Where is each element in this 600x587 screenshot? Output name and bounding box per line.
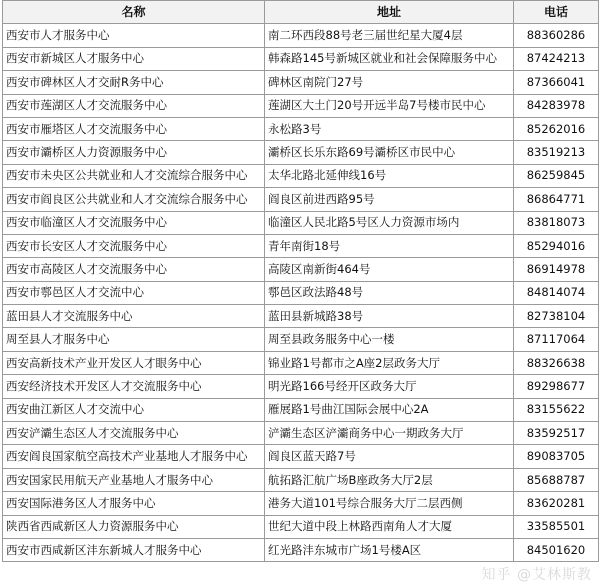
table-row xyxy=(3,234,599,257)
cell-name: 陕西省西咸新区人力资源服务中心 xyxy=(3,515,265,538)
cell-address: 韩森路145号新城区就业和社会保障服务中心 xyxy=(265,47,514,70)
cell-phone: 84283978 xyxy=(514,94,599,117)
header-name: 名称 xyxy=(3,1,265,24)
cell-name: 蓝田县人才交流服务中心 xyxy=(3,305,265,328)
table-row xyxy=(3,422,599,445)
cell-address: 航拓路汇航广场B座政务大厅2层 xyxy=(265,468,514,491)
cell-phone: 84814074 xyxy=(514,281,599,304)
cell-name: 西安市阎良区公共就业和人才交流综合服务中心 xyxy=(3,188,265,211)
header-address: 地址 xyxy=(265,1,514,24)
service-center-table xyxy=(2,0,599,562)
cell-address: 世纪大道中段上林路西南角人才大厦 xyxy=(265,515,514,538)
cell-address: 灞桥区长乐东路69号灞桥区市民中心 xyxy=(265,141,514,164)
cell-phone: 87424213 xyxy=(514,47,599,70)
cell-phone: 83592517 xyxy=(514,422,599,445)
cell-name: 西安市灞桥区人力资源服务中心 xyxy=(3,141,265,164)
cell-name: 西安市西咸新区沣东新城人才服务中心 xyxy=(3,538,265,561)
cell-phone: 84501620 xyxy=(514,538,599,561)
cell-address: 莲湖区大土门20号开远半岛7号楼市民中心 xyxy=(265,94,514,117)
table-row xyxy=(3,47,599,70)
cell-address: 红光路沣东城市广场1号楼A区 xyxy=(265,538,514,561)
cell-name: 西安经济技术开发区人才交流服务中心 xyxy=(3,375,265,398)
cell-address: 明光路166号经开区政务大厅 xyxy=(265,375,514,398)
cell-name: 西安阎良国家航空高技术产业基地人才服务中心 xyxy=(3,445,265,468)
table-row xyxy=(3,328,599,351)
cell-name: 西安市长安区人才交流服务中心 xyxy=(3,234,265,257)
cell-address: 港务大道101号综合服务大厅二层西侧 xyxy=(265,492,514,515)
cell-address: 周至县政务服务中心一楼 xyxy=(265,328,514,351)
cell-name: 西安市新城区人才服务中心 xyxy=(3,47,265,70)
table-row xyxy=(3,375,599,398)
cell-phone: 83818073 xyxy=(514,211,599,234)
cell-phone: 86259845 xyxy=(514,164,599,187)
cell-phone: 85262016 xyxy=(514,117,599,140)
cell-phone: 82738104 xyxy=(514,305,599,328)
table-row xyxy=(3,515,599,538)
table-header-row xyxy=(3,1,599,24)
table-row xyxy=(3,351,599,374)
table-row xyxy=(3,211,599,234)
cell-phone: 33585501 xyxy=(514,515,599,538)
table-row xyxy=(3,94,599,117)
cell-address: 永松路3号 xyxy=(265,117,514,140)
table-row xyxy=(3,164,599,187)
cell-phone: 86914978 xyxy=(514,258,599,281)
table-body xyxy=(3,24,599,562)
cell-name: 西安国际港务区人才服务中心 xyxy=(3,492,265,515)
cell-name: 西安市临潼区人才交流服务中心 xyxy=(3,211,265,234)
cell-name: 周至县人才服务中心 xyxy=(3,328,265,351)
cell-address: 南二环西段88号老三届世纪星大厦4层 xyxy=(265,24,514,47)
cell-name: 西安曲江新区人才交流中心 xyxy=(3,398,265,421)
header-phone: 电话 xyxy=(514,1,599,24)
table-row xyxy=(3,24,599,47)
cell-phone: 83519213 xyxy=(514,141,599,164)
cell-phone: 85688787 xyxy=(514,468,599,491)
cell-name: 西安市高陵区人才交流服务中心 xyxy=(3,258,265,281)
table-row xyxy=(3,71,599,94)
cell-name: 西安市未央区公共就业和人才交流综合服务中心 xyxy=(3,164,265,187)
table-row xyxy=(3,305,599,328)
cell-address: 雁展路1号曲江国际会展中心2A xyxy=(265,398,514,421)
table-row xyxy=(3,258,599,281)
cell-name: 西安高新技术产业开发区人才眼务中心 xyxy=(3,351,265,374)
cell-address: 高陵区南新街464号 xyxy=(265,258,514,281)
table-row xyxy=(3,538,599,561)
cell-address: 浐灞生态区浐灞商务中心一期政务大厅 xyxy=(265,422,514,445)
table-row xyxy=(3,398,599,421)
cell-name: 西安浐灞生态区人才交流服务中心 xyxy=(3,422,265,445)
cell-phone: 88326638 xyxy=(514,351,599,374)
table-row xyxy=(3,445,599,468)
cell-phone: 83620281 xyxy=(514,492,599,515)
cell-address: 鄠邑区政法路48号 xyxy=(265,281,514,304)
cell-phone: 88360286 xyxy=(514,24,599,47)
cell-address: 阎良区蓝天路7号 xyxy=(265,445,514,468)
cell-name: 西安市鄠邑区人才交流中心 xyxy=(3,281,265,304)
watermark: 知乎 @艾林斯教 xyxy=(481,567,592,583)
cell-address: 临潼区人民北路5号区人力资源市场内 xyxy=(265,211,514,234)
cell-address: 碑林区南院门27号 xyxy=(265,71,514,94)
cell-phone: 86864771 xyxy=(514,188,599,211)
cell-address: 阎良区前进西路95号 xyxy=(265,188,514,211)
cell-name: 西安国家民用航天产业基地人才服务中心 xyxy=(3,468,265,491)
cell-name: 西安市莲湖区人才交流服务中心 xyxy=(3,94,265,117)
cell-name: 西安市碑林区人才交耐R务中心 xyxy=(3,71,265,94)
cell-phone: 89083705 xyxy=(514,445,599,468)
cell-phone: 87117064 xyxy=(514,328,599,351)
table-row xyxy=(3,141,599,164)
cell-name: 西安市人才服务中心 xyxy=(3,24,265,47)
cell-phone: 85294016 xyxy=(514,234,599,257)
table-row xyxy=(3,468,599,491)
table-row xyxy=(3,492,599,515)
cell-phone: 87366041 xyxy=(514,71,599,94)
table-row xyxy=(3,117,599,140)
cell-address: 青年南街18号 xyxy=(265,234,514,257)
cell-address: 蓝田县新城路38号 xyxy=(265,305,514,328)
cell-phone: 83155622 xyxy=(514,398,599,421)
table-row xyxy=(3,281,599,304)
cell-phone: 89298677 xyxy=(514,375,599,398)
table-row xyxy=(3,188,599,211)
cell-address: 锦业路1号都市之A座2层政务大厅 xyxy=(265,351,514,374)
cell-name: 西安市雁塔区人才交流服务中心 xyxy=(3,117,265,140)
cell-address: 太华北路北延伸线16号 xyxy=(265,164,514,187)
